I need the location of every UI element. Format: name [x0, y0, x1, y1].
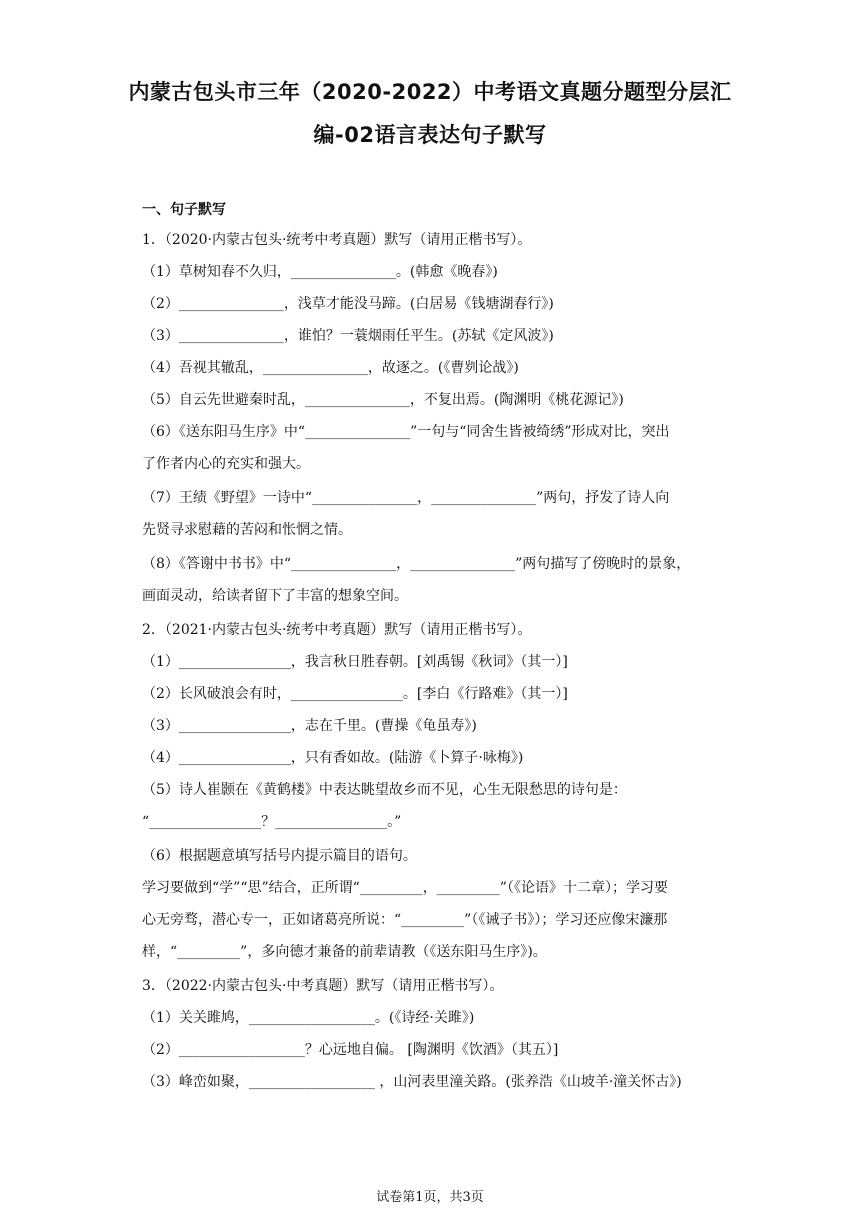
- question-2-item-6-text-2: 心无旁骛，潜心专一，正如诸葛亮所说：“_________”（《诫子书》）；学习还应像宋濂那: [142, 912, 668, 928]
- question-1-item-1: （1）草树知春不久归，_______________。(韩愈《晚春》): [142, 264, 498, 280]
- section-heading: 一、句子默写: [142, 202, 226, 218]
- question-2-item-1: （1）________________，我言秋日胜春朝。[刘禹锡《秋词》（其一）]: [142, 654, 568, 670]
- question-1-item-2: （2）_______________，浅草才能没马蹄。(白居易《钱塘湖春行》): [142, 296, 554, 312]
- question-1-item-8: （8）《答谢中书书》中“_______________，_______________”两句描写了傍晚时的景象，: [142, 556, 691, 572]
- document-title-line-2: 编-02语言表达句子默写: [313, 123, 547, 147]
- question-2-header: 2．（2021·内蒙古包头·统考中考真题）默写（请用正楷书写）。: [142, 622, 532, 638]
- question-1-item-6-cont: 了作者内心的充实和强大。: [142, 456, 310, 472]
- question-1-item-7: （7）王绩《野望》一诗中“_______________，_______________”两句，抒发了诗人向: [142, 490, 670, 506]
- question-2-item-6-text-3: 样，“_________”，多向德才兼备的前辈请教（《送东阳马生序》)。: [142, 944, 547, 960]
- document-title-line-1: 内蒙古包头市三年（2020-2022）中考语文真题分题型分层汇: [128, 80, 732, 104]
- question-1-item-4: （4）吾视其辙乱，_______________，故逐之。(《曹刿论战》): [142, 360, 519, 376]
- question-2-item-4: （4）________________，只有香如故。(陆游《卜算子·咏梅》): [142, 750, 524, 766]
- question-1-item-7-cont: 先贤寻求慰藉的苦闷和怅惘之情。: [142, 522, 352, 538]
- page-footer: 试卷第1页，共3页: [376, 1190, 484, 1205]
- question-2-item-3: （3）________________，志在千里。(曹操《龟虽寿》): [142, 718, 477, 734]
- question-1-header: 1．（2020·内蒙古包头·统考中考真题）默写（请用正楷书写）。: [142, 232, 532, 248]
- question-2-item-6-text-1: 学习要做到“学”“思”结合，正所谓“_________，_________”（《论语》十二章）；学习要: [142, 880, 668, 896]
- question-2-item-2: （2）长风破浪会有时，________________。[李白《行路难》（其一）]: [142, 686, 568, 702]
- document-body: [142, 200, 722, 1104]
- question-2-item-6: （6）根据题意填写括号内提示篇目的语句。: [142, 848, 417, 864]
- question-3-header: 3．（2022·内蒙古包头·中考真题）默写（请用正楷书写）。: [142, 978, 504, 994]
- question-1-item-6: （6）《送东阳马生序》中“_______________”一句与“同舍生皆被绮绣”形成对比，突出: [142, 424, 670, 440]
- question-1-item-8-cont: 画面灵动，给读者留下了丰富的想象空间。: [142, 588, 408, 604]
- question-3-item-2: （2）__________________？心远地自偏。 [陶渊明《饮酒》（其五）]: [142, 1042, 559, 1058]
- question-1-item-5: （5）自云先世避秦时乱，_______________，不复出焉。(陶渊明《桃花源记》): [142, 392, 624, 408]
- question-2-item-5-cont: “________________？________________。”: [142, 814, 402, 830]
- question-3-item-3: （3）峰峦如聚，__________________ ，山河表里潼关路。(张养浩《山坡羊·潼关怀古》): [142, 1074, 682, 1090]
- question-1-item-3: （3）_______________，谁怕？一蓑烟雨任平生。(苏轼《定风波》): [142, 328, 554, 344]
- question-3-item-1: （1）关关雎鸠，__________________。(《诗经·关雎》): [142, 1010, 475, 1026]
- question-2-item-5: （5）诗人崔颢在《黄鹤楼》中表达眺望故乡而不见，心生无限愁思的诗句是：: [142, 782, 627, 798]
